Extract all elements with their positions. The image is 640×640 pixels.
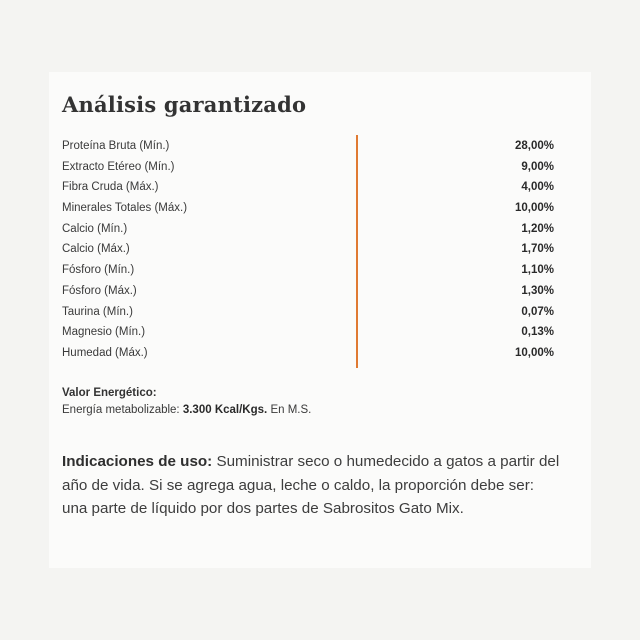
table-row [62, 177, 554, 198]
row-value: 1,20% [521, 222, 554, 235]
table-row [62, 198, 554, 219]
row-label: Extracto Etéreo (Mín.) [62, 160, 175, 173]
row-label: Taurina (Mín.) [62, 305, 133, 318]
energy-value: 3.300 Kcal/Kgs. [182, 404, 268, 416]
usage-instructions [62, 450, 562, 521]
energy-label: Energía metabolizable: [62, 404, 180, 416]
row-label: Fibra Cruda (Máx.) [62, 181, 159, 194]
table-row [62, 136, 554, 157]
usage-text: Suministrar seco o humedecido a gatos a partir del año de vida. Si se agrega agua, leche o caldo, la proporción debe ser: una parte de líquido por dos partes de Sabrositos Gato Mix. [62, 453, 560, 517]
row-label: Fósforo (Máx.) [62, 284, 137, 297]
table-row [62, 260, 554, 281]
table-row [62, 219, 554, 240]
row-label: Calcio (Máx.) [62, 243, 130, 256]
table-row [62, 281, 554, 302]
row-label: Fósforo (Mín.) [62, 264, 135, 277]
energy-title: Valor Energético: [62, 387, 157, 399]
row-value: 28,00% [514, 140, 554, 152]
table-row [62, 322, 554, 343]
row-value: 9,00% [521, 160, 554, 173]
energy-suffix: En M.S. [270, 404, 312, 416]
section-title: Análisis garantizado [62, 92, 307, 117]
usage-label: Indicaciones de uso: [62, 453, 213, 470]
table-row [62, 343, 554, 364]
row-label: Proteína Bruta (Mín.) [62, 140, 170, 152]
row-label: Magnesio (Mín.) [62, 326, 146, 339]
row-value: 4,00% [521, 181, 554, 194]
row-value: 1,10% [521, 264, 554, 277]
row-value: 0,07% [521, 305, 554, 318]
table-row [62, 157, 554, 178]
analysis-table [62, 136, 554, 364]
table-row [62, 239, 554, 260]
table-row [62, 302, 554, 323]
row-value: 10,00% [514, 202, 554, 215]
row-value: 10,00% [514, 346, 554, 359]
row-label: Humedad (Máx.) [62, 346, 148, 359]
row-value: 1,30% [521, 284, 554, 297]
row-value: 1,70% [521, 243, 554, 256]
row-value: 0,13% [521, 326, 554, 339]
row-label: Minerales Totales (Máx.) [62, 202, 188, 215]
row-label: Calcio (Mín.) [62, 222, 128, 235]
energy-line [62, 404, 311, 416]
